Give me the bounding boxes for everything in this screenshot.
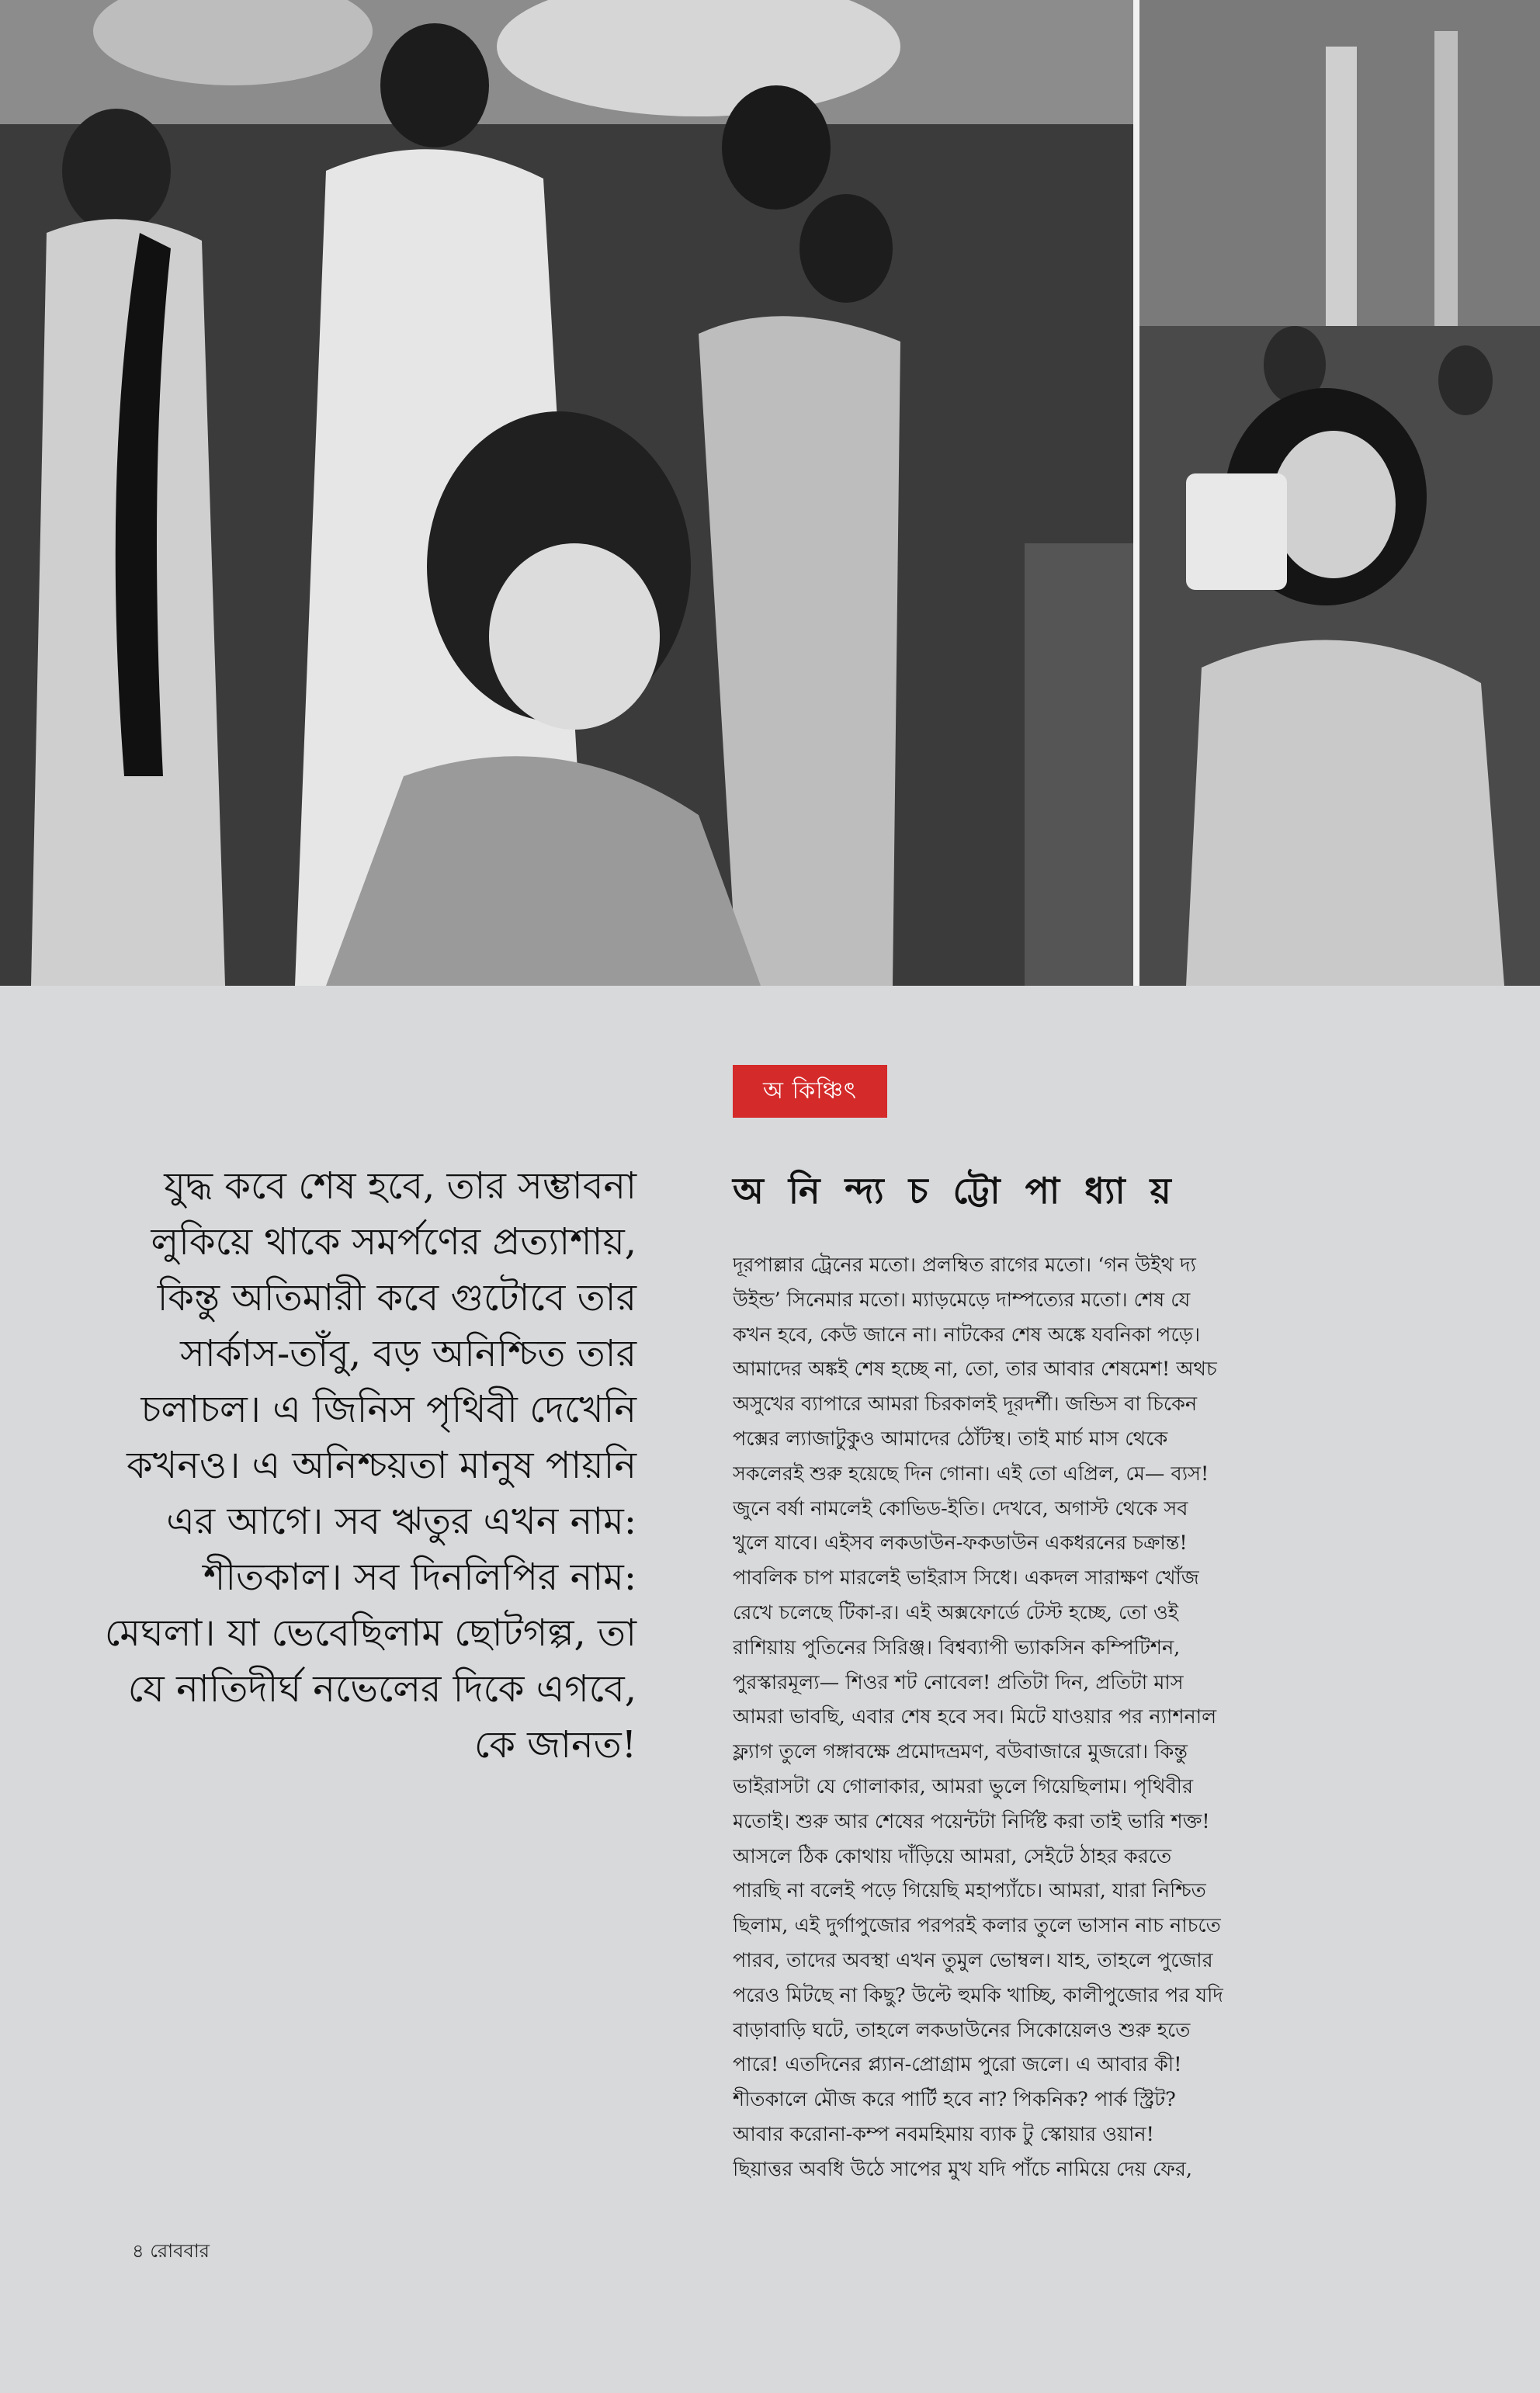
crowd-photo [0, 0, 1133, 986]
author-byline: অ নি ন্দ্য চ ট্টো পা ধ্যা য় [733, 1170, 1178, 1212]
body-line: পুরস্কারমূল্য— শিওর শট নোবেল! প্রতিটা দিন, প্রতিটা মাস [733, 1670, 1184, 1694]
body-line: ছিয়াত্তর অবধি উঠে সাপের মুখ যদি পাঁচে নামিয়ে দেয় ফের, [733, 2157, 1193, 2181]
body-line: শীতকালে মৌজ করে পার্টি হবে না? পিকনিক? পার্ক স্ট্রিট? [733, 2088, 1176, 2112]
section-tag: অ কিঞ্চিৎ [733, 1065, 887, 1118]
body-line: খুলে যাবে। এইসব লকডাউন-ফকডাউন একধরনের চক্রান্ত! [733, 1531, 1188, 1555]
body-line: পারছি না বলেই পড়ে গিয়েছি মহাপ্যাঁচে। আমরা, যারা নিশ্চিত [733, 1879, 1206, 1903]
body-line: ভাইরাসটা যে গোলাকার, আমরা ভুলে গিয়েছিলাম। পৃথিবীর [733, 1774, 1194, 1798]
body-line: ফ্ল্যাগ তুলে গঙ্গাবক্ষে প্রমোদভ্রমণ, বউবাজারে মুজরো। কিন্তু [733, 1740, 1188, 1764]
body-line: আবার করোনা-কম্প নবমহিমায় ব্যাক টু স্কোয়ার ওয়ান! [733, 2122, 1154, 2146]
article-body [733, 1248, 1338, 2187]
body-line: দূরপাল্লার ট্রেনের মতো। প্রলম্বিত রাগের মতো। ‘গন উইথ দ্য [733, 1254, 1196, 1277]
body-line: কখন হবে, কেউ জানে না। নাটকের শেষ অঙ্কে যবনিকা পড়ে। [733, 1323, 1201, 1347]
body-line: রাশিয়ায় পুতিনের সিরিঞ্জ। বিশ্বব্যাপী ভ্যাকসিন কম্পিটিশন, [733, 1635, 1181, 1659]
body-line: উইন্ড’ সিনেমার মতো। ম্যাড়মেড়ে দাম্পত্যের মতো। শেষ যে [733, 1288, 1191, 1312]
body-line: অসুখের ব্যাপারে আমরা চিরকালই দূরদর্শী। জন্ডিস বা চিকেন [733, 1392, 1198, 1417]
body-line: পাবলিক চাপ মারলেই ভাইরাস সিধে। একদল সারাক্ষণ খোঁজ [733, 1566, 1199, 1590]
body-line: পরেও মিটছে না কিছু? উল্টে হুমকি খাচ্ছি, কালীপুজোর পর যদি [733, 1983, 1223, 2007]
body-line: আমরা ভাবছি, এবার শেষ হবে সব। মিটে যাওয়ার পর ন্যাশনাল [733, 1705, 1217, 1729]
photo-collage [0, 0, 1540, 986]
body-line: আমাদের অঙ্কই শেষ হচ্ছে না, তো, তার আবার শেষমেশ! অথচ [733, 1358, 1217, 1382]
pull-quote: যুদ্ধ কবে শেষ হবে, তার সম্ভাবনা লুকিয়ে থাকে সমর্পণের প্রত্যাশায়, কিন্তু অতিমারী কবে গুটোবে তার সার্কাস-তাঁবু, বড় অনিশ্চিত তার চলাচল। এ জিনিস পৃথিবী দেখেনি কখনও। এ অনিশ্চয়তা মানুষ পায়নি এর আগে। সব ঋতুর এখন নাম: শীতকাল। সব দিনলিপির নাম: মেঘলা। যা ভেবেছিলাম ছোটগল্প, তা যে নাতিদীর্ঘ নভেলের দিকে এগবে, কে জানত! [104, 1164, 636, 1767]
body-line: পারব, তাদের অবস্থা এখন তুমুল ভোম্বল। যাহ, তাহলে পুজোর [733, 1948, 1213, 1972]
page-footer: ৪ রোববার [132, 2240, 210, 2262]
body-line: সকলেরই শুরু হয়েছে দিন গোনা। এই তো এপ্রিল, মে— ব্যস! [733, 1462, 1209, 1486]
body-line: জুনে বর্ষা নামলেই কোভিড-ইতি। দেখবে, অগাস্ট থেকে সব [733, 1496, 1188, 1521]
body-line: পক্সের ল্যাজাটুকুও আমাদের ঠোঁটস্থ। তাই মার্চ মাস থেকে [733, 1427, 1168, 1451]
body-line: বাড়াবাড়ি ঘটে, তাহলে লকডাউনের সিকোয়েলও শুরু হতে [733, 2018, 1191, 2042]
body-line: আসলে ঠিক কোথায় দাঁড়িয়ে আমরা, সেইটে ঠাহর করতে [733, 1844, 1172, 1868]
body-line: মতোই। শুরু আর শেষের পয়েন্টটা নির্দিষ্ট করা তাই ভারি শক্ত! [733, 1809, 1210, 1833]
body-line: ছিলাম, এই দুর্গাপুজোর পরপরই কলার তুলে ভাসান নাচ নাচতে [733, 1914, 1221, 1938]
body-line: পারে! এতদিনের প্ল্যান-প্রোগ্রাম পুরো জলে। এ আবার কী! [733, 2053, 1182, 2077]
woman-with-phone-photo [1139, 0, 1540, 986]
body-line: রেখে চলেছে টিকা-র। এই অক্সফোর্ডে টেস্ট হচ্ছে, তো ওই [733, 1601, 1179, 1625]
